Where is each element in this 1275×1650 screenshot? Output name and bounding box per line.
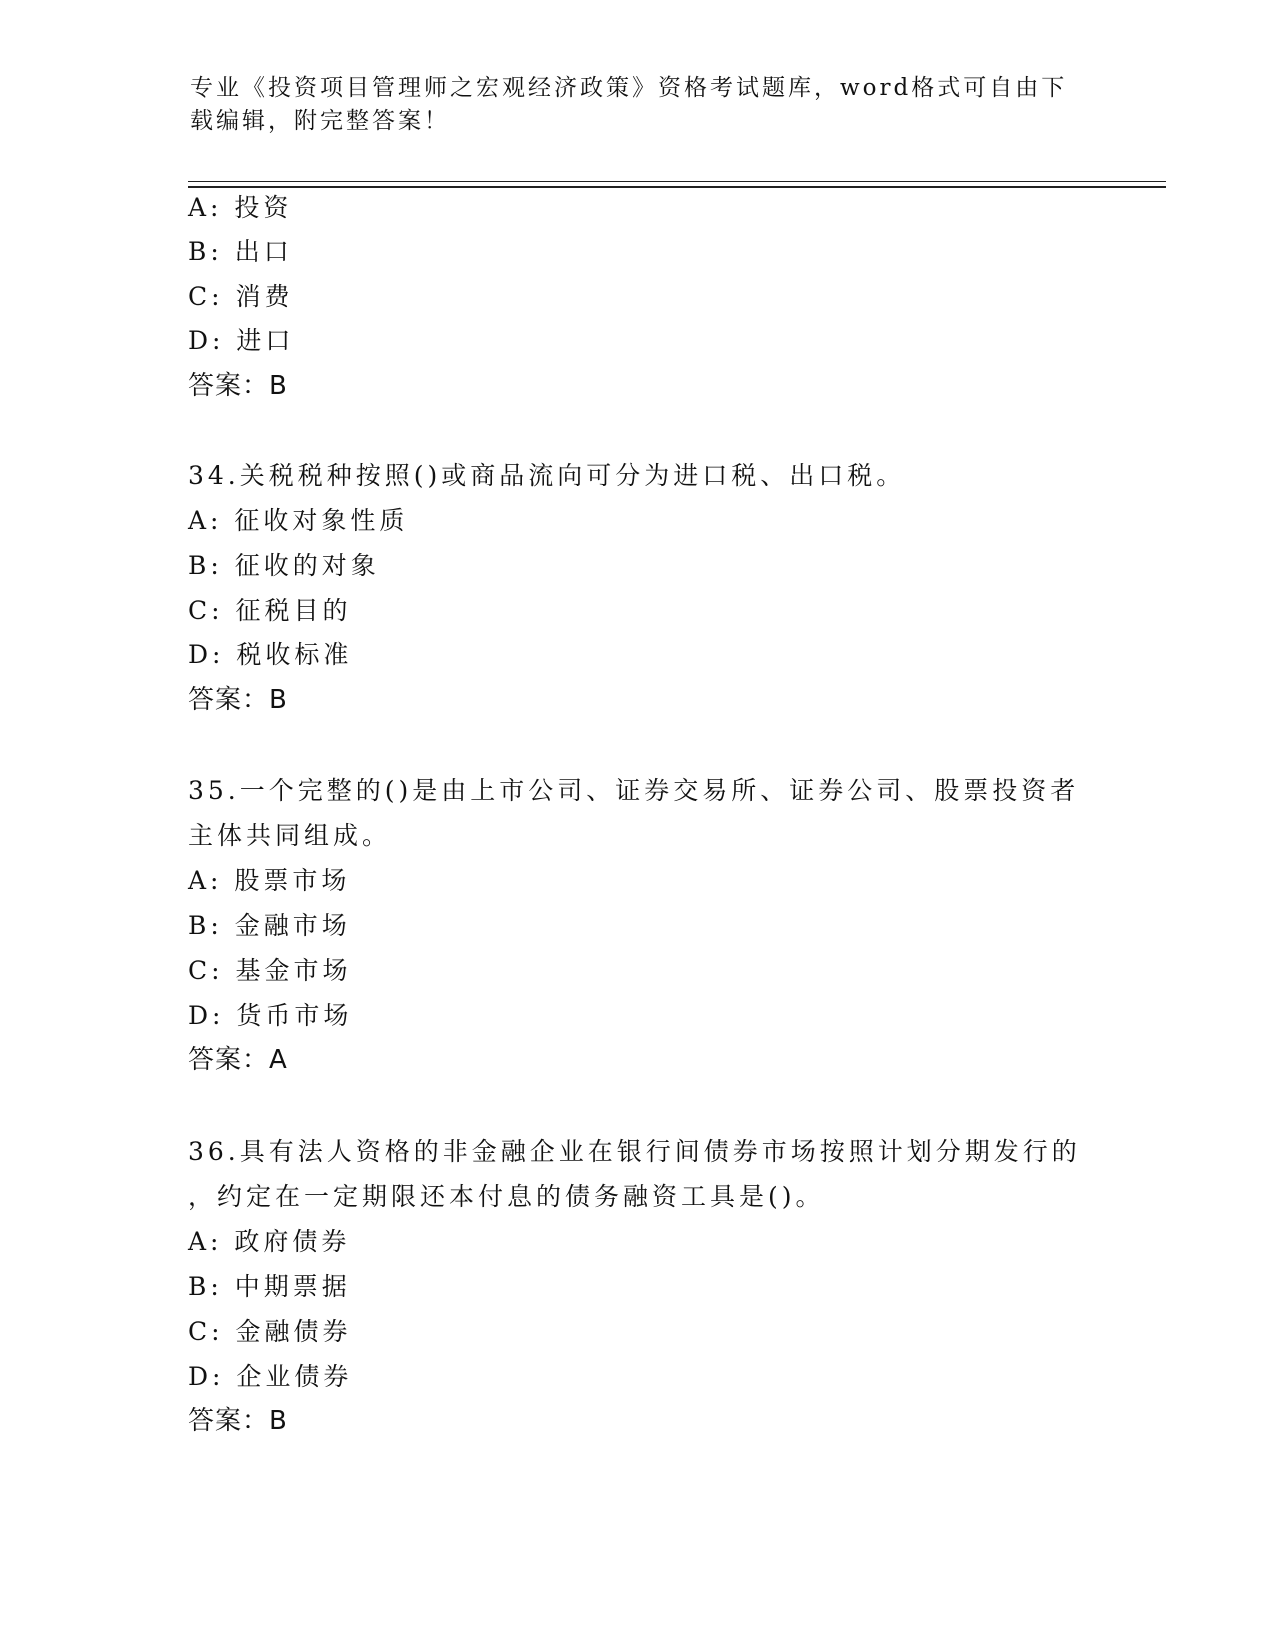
q36-option-a: A: 政府债券 <box>188 1227 351 1256</box>
q34-option-b: B: 征收的对象 <box>188 551 380 580</box>
q33-option-a: A: 投资 <box>188 193 293 222</box>
q33-answer: 答案：B <box>188 371 288 401</box>
q33-option-c: C: 消费 <box>188 282 294 311</box>
q36-option-b: B: 中期票据 <box>188 1272 351 1301</box>
q35-question-line1: 35.一个完整的()是由上市公司、证券交易所、证券公司、股票投资者 <box>188 776 1080 805</box>
q33-option-b: B: 出口 <box>188 237 293 266</box>
q34-option-a: A: 征收对象性质 <box>188 506 409 535</box>
q36-option-c: C: 金融债券 <box>188 1317 352 1346</box>
header-divider-thin <box>188 181 1166 182</box>
q33-option-d: D: 进口 <box>188 326 295 355</box>
q34-option-c: C: 征税目的 <box>188 596 352 625</box>
q35-option-c: C: 基金市场 <box>188 956 352 985</box>
q35-option-d: D: 货币市场 <box>188 1001 353 1030</box>
q36-answer: 答案：B <box>188 1406 288 1436</box>
q36-question-line2: ，约定在一定期限还本付息的债务融资工具是()。 <box>188 1182 825 1211</box>
q34-question: 34.关税税种按照()或商品流向可分为进口税、出口税。 <box>188 461 906 490</box>
q35-answer: 答案：A <box>188 1045 288 1075</box>
q35-option-b: B: 金融市场 <box>188 911 351 940</box>
q36-question-line1: 36.具有法人资格的非金融企业在银行间债券市场按照计划分期发行的 <box>188 1137 1081 1166</box>
q36-option-d: D: 企业债券 <box>188 1362 353 1391</box>
q35-option-a: A: 股票市场 <box>188 866 351 895</box>
header-divider-thick <box>188 186 1166 188</box>
document-header: 专业《投资项目管理师之宏观经济政策》资格考试题库，word格式可自由下载编辑，附完整答案！ <box>190 75 1068 134</box>
q35-question-line2: 主体共同组成。 <box>188 821 392 850</box>
q34-option-d: D: 税收标准 <box>188 640 353 669</box>
q34-answer: 答案：B <box>188 685 288 715</box>
